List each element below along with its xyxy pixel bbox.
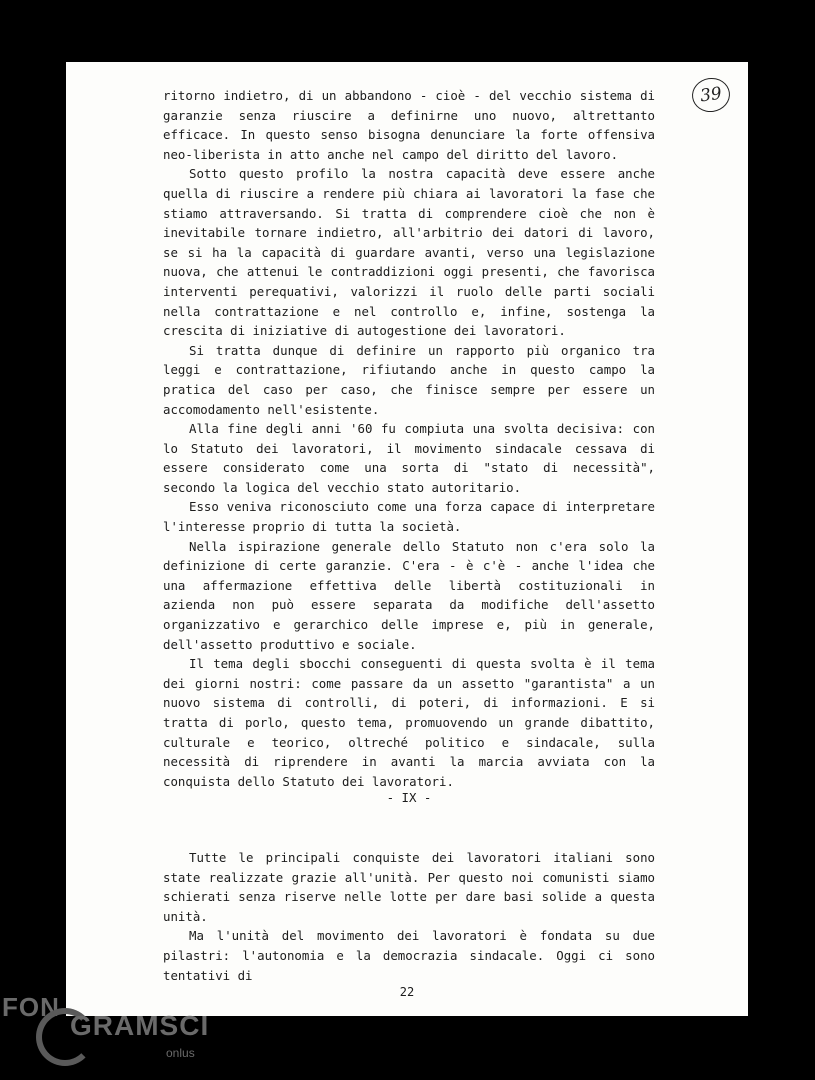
paragraph: ritorno indietro, di un abbandono - cioè - del vecchio sistema di garanzie senza riuscire a definirne uno nuovo, altrettanto efficace. In questo senso bisogna denunciare la forte offensiva neo-liberista in atto anche nel campo del diritto del lavoro. bbox=[163, 88, 655, 162]
paragraph: Ma l'unità del movimento dei lavoratori è fondata su due pilastri: l'autonomia e la democrazia sindacale. Oggi ci sono tentativi di bbox=[163, 928, 655, 983]
watermark-text-gramsci: GRAMSCI bbox=[70, 1010, 210, 1041]
paragraph: Il tema degli sbocchi conseguenti di questa svolta è il tema dei giorni nostri: come passare da un assetto "garantista" a un nuovo sistema di controlli, di poteri, di informazioni. E si tratta di porlo, questo tema, promuovendo un grande dibattito, culturale e teorico, oltreché politico e sindacale, sulla necessità di riprendere in avanti la marcia avviata con la conquista dello Statuto dei lavoratori. bbox=[163, 656, 655, 789]
watermark-logo bbox=[0, 988, 220, 1080]
section-heading: - IX - bbox=[386, 790, 432, 805]
document-page bbox=[66, 62, 748, 1016]
body-text-bottom bbox=[163, 848, 655, 985]
paragraph: Tutte le principali conquiste dei lavoratori italiani sono state realizzate grazie all'unità. Per questo noi comunisti siamo schierati senza riserve nelle lotte per dare basi solide a questa unità. bbox=[163, 850, 655, 924]
watermark-text-onlus: onlus bbox=[166, 1046, 195, 1060]
page-number: 22 bbox=[399, 985, 415, 999]
body-text-top bbox=[163, 86, 655, 791]
paragraph: Esso veniva riconosciuto come una forza capace di interpretare l'interesse proprio di tutta la società. bbox=[163, 499, 655, 535]
watermark-text-fon: FON bbox=[2, 992, 60, 1022]
archive-page-stamp: 39 bbox=[690, 76, 732, 115]
paragraph: Si tratta dunque di definire un rapporto più organico tra leggi e contrattazione, rifiutando anche in questo campo la pratica del caso per caso, che finisce sempre per essere un accomodamento nell'esistente. bbox=[163, 342, 655, 417]
paragraph: Nella ispirazione generale dello Statuto non c'era solo la definizione di certe garanzie. C'era - è c'è - anche l'idea che una affermazione effettiva delle libertà costituzionali in azienda non può essere separata da modifiche dell'assetto organizzativo e gerarchico delle imprese e, più in generale, dell'assetto produttivo e sociale. bbox=[163, 538, 655, 652]
paragraph: Sotto questo profilo la nostra capacità deve essere anche quella di riuscire a rendere più chiara ai lavoratori la fase che stiamo attraversando. Si tratta di comprendere cioè che non è inevitabile tornare indietro, all'arbitrio dei datori di lavoro, se si ha la capacità di guardare avanti, verso una legislazione nuova, che attenui le contraddizioni oggi presenti, che favorisca interventi perequativi, valorizzi il ruolo delle parti sociali nella contrattazione e nel controllo e, infine, sostenga la crescita di iniziative di autogestione dei lavoratori. bbox=[163, 166, 655, 339]
paragraph: Alla fine degli anni '60 fu compiuta una svolta decisiva: con lo Statuto dei lavoratori, il movimento sindacale cessava di essere considerato come una sorta di "stato di necessità", secondo la logica del vecchio stato autoritario. bbox=[163, 421, 655, 495]
